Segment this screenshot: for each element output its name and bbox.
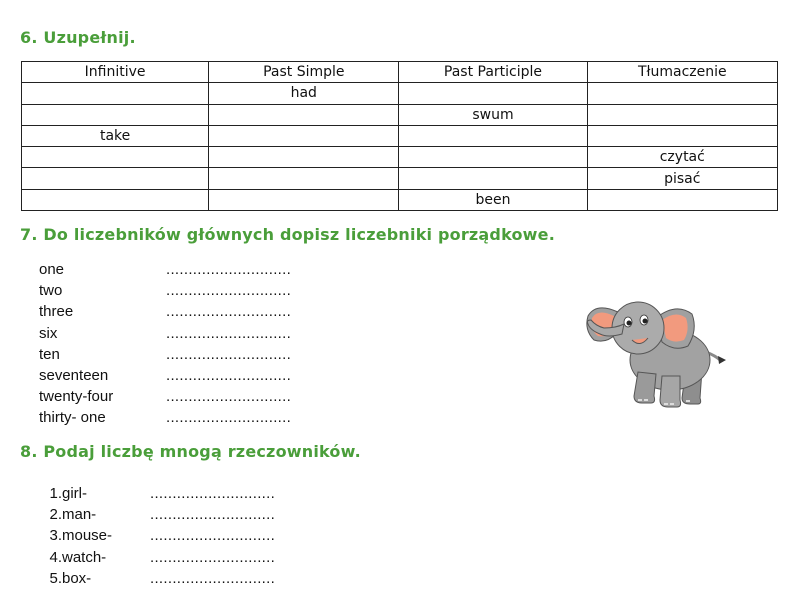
table-cell[interactable] (22, 168, 209, 189)
table-cell[interactable] (399, 147, 587, 168)
noun-word: box- (62, 569, 92, 587)
answer-blank[interactable]: ............................ (166, 345, 292, 363)
elephant-illustration (578, 290, 730, 410)
table-cell[interactable] (399, 168, 587, 189)
answer-blank[interactable]: ............................ (166, 409, 292, 427)
table-cell[interactable]: had (209, 83, 399, 104)
cardinal-word: six (39, 324, 58, 342)
table-cell[interactable]: swum (399, 104, 587, 125)
header-translation: Tłumaczenie (587, 62, 777, 83)
plural-nouns-list (46, 483, 275, 589)
list-item (39, 365, 291, 386)
cardinal-word: two (39, 282, 63, 300)
table-row (22, 104, 778, 125)
table-cell[interactable] (587, 104, 777, 125)
answer-blank[interactable]: ............................ (150, 527, 276, 545)
list-item (46, 568, 275, 589)
list-item (46, 547, 275, 568)
section-7-heading: 7. Do liczebników głównych dopisz liczebniki porządkowe. (20, 225, 555, 244)
table-row (22, 147, 778, 168)
answer-blank[interactable]: ............................ (150, 548, 276, 566)
answer-blank[interactable]: ............................ (166, 282, 292, 300)
list-item (39, 407, 291, 428)
cardinal-word: seventeen (39, 366, 109, 384)
list-item (46, 525, 275, 546)
section-8-heading: 8. Podaj liczbę mnogą rzeczowników. (20, 442, 361, 461)
list-item (39, 301, 291, 322)
table-cell[interactable]: czytać (587, 147, 777, 168)
list-item (39, 344, 291, 365)
answer-blank[interactable]: ............................ (166, 388, 292, 406)
cardinal-word: one (39, 261, 65, 278)
list-item (39, 259, 291, 280)
list-item (46, 504, 275, 525)
noun-word: watch- (62, 548, 107, 566)
item-number: 2. (49, 506, 62, 524)
cardinal-numbers-list (39, 259, 291, 429)
table-cell[interactable] (587, 189, 777, 210)
section-6-heading: 6. Uzupełnij. (20, 28, 136, 47)
list-item (39, 386, 291, 407)
table-cell[interactable] (22, 147, 209, 168)
answer-blank[interactable]: ............................ (150, 569, 276, 587)
item-number: 5. (49, 569, 62, 587)
noun-word: mouse- (62, 527, 113, 545)
table-cell[interactable]: take (22, 125, 209, 146)
table-row (22, 125, 778, 146)
header-infinitive: Infinitive (22, 62, 209, 83)
table-cell[interactable] (587, 125, 777, 146)
table-cell[interactable] (399, 125, 587, 146)
cardinal-word: twenty-four (39, 388, 114, 406)
table-cell[interactable] (22, 83, 209, 104)
table-cell[interactable] (209, 147, 399, 168)
table-row (22, 168, 778, 189)
verb-table (21, 61, 778, 211)
answer-blank[interactable]: ............................ (150, 506, 276, 524)
item-number: 4. (49, 548, 62, 566)
table-cell[interactable] (22, 104, 209, 125)
answer-blank[interactable]: ............................ (166, 324, 292, 342)
answer-blank[interactable]: ............................ (166, 366, 292, 384)
list-item (39, 323, 291, 344)
noun-word: man- (62, 506, 97, 524)
table-row (22, 189, 778, 210)
cardinal-word: three (39, 303, 74, 321)
table-cell[interactable]: pisać (587, 168, 777, 189)
list-item (46, 483, 275, 504)
cardinal-word: thirty- one (39, 409, 106, 427)
table-cell[interactable] (209, 168, 399, 189)
header-past-simple: Past Simple (209, 62, 399, 83)
table-cell[interactable] (22, 189, 209, 210)
item-number: 3. (49, 527, 62, 545)
noun-word: girl- (62, 485, 87, 502)
answer-blank[interactable]: ............................ (150, 485, 276, 502)
table-cell[interactable]: been (399, 189, 587, 210)
table-cell[interactable] (399, 83, 587, 104)
list-item (39, 280, 291, 301)
answer-blank[interactable]: ............................ (166, 261, 292, 278)
verb-table-header-row (22, 62, 778, 83)
header-past-participle: Past Participle (399, 62, 587, 83)
cardinal-word: ten (39, 345, 60, 363)
table-cell[interactable] (209, 104, 399, 125)
table-cell[interactable] (209, 189, 399, 210)
table-cell[interactable] (209, 125, 399, 146)
table-cell[interactable] (587, 83, 777, 104)
answer-blank[interactable]: ............................ (166, 303, 292, 321)
item-number: 1. (49, 485, 62, 502)
table-row (22, 83, 778, 104)
